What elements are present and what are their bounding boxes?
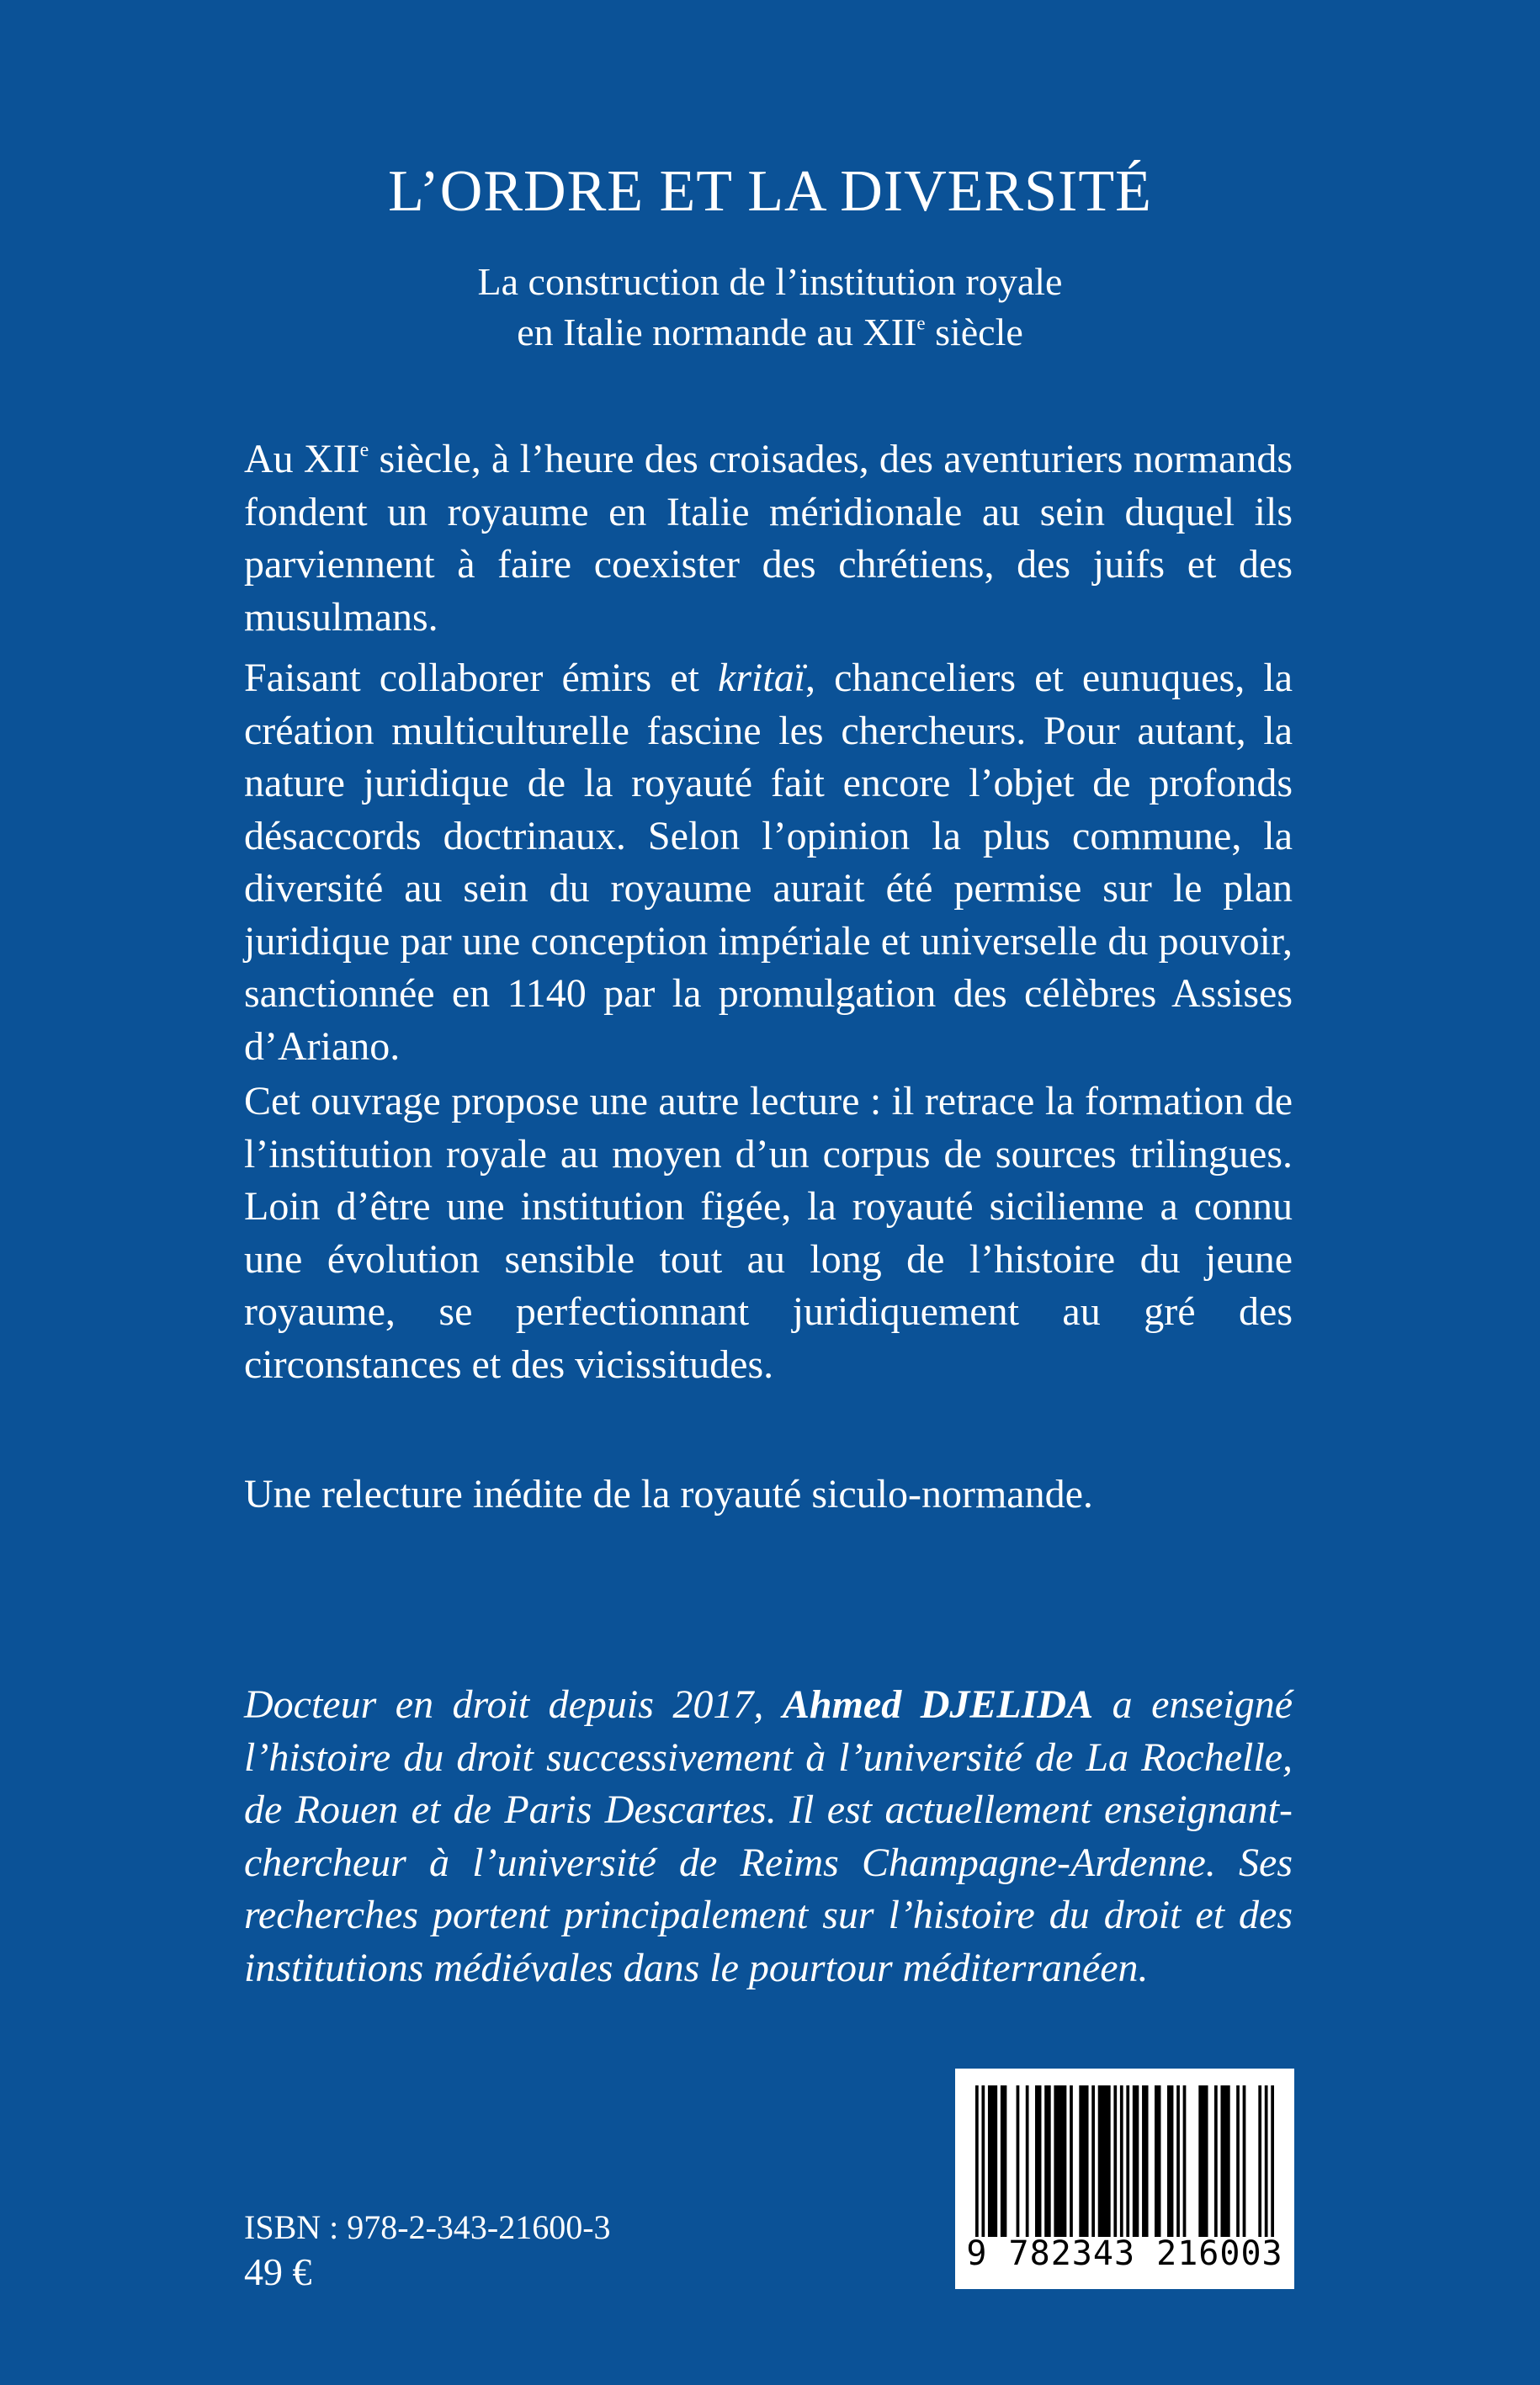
barcode-bar-23 (1214, 2085, 1218, 2237)
paragraph-2-start: Faisant collaborer émirs et (244, 656, 719, 700)
barcode-bar-28 (1265, 2085, 1268, 2237)
barcode-bar-2 (988, 2085, 997, 2237)
price: 49 € (244, 2250, 312, 2293)
author-bio-start: Docteur en droit depuis 2017, (244, 1682, 783, 1727)
barcode-digits: 9 782343 216003 (966, 2234, 1283, 2273)
barcode-bar-17 (1142, 2085, 1148, 2237)
paragraph-1 (244, 433, 1293, 644)
barcode-bar-19 (1167, 2085, 1173, 2237)
paragraph-1-rest: siècle, à l’heure des croisades, des aventuriers normands fondent un royaume en Italie méridionale au sein duquel ils parviennent à faire coexister des chrétiens, des juifs et des musulmans. (244, 437, 1293, 640)
barcode-bar-29 (1271, 2085, 1274, 2237)
barcode-bar-22 (1198, 2085, 1208, 2237)
barcode-bar-20 (1176, 2085, 1180, 2237)
author-bio-rest: a enseigné l’histoire du droit successivement à l’université de La Rochelle, de Rouen et de Paris Descartes. Il est actuellement enseignant-chercheur à l’université de Reims Champagne-Ardenne. Ses recherches portent principalement sur l’histoire du droit et des institutions médiévales dans le pourtour méditerranéen. (244, 1682, 1293, 1990)
paragraph-2 (244, 652, 1293, 1073)
subtitle-line-2 (0, 307, 1540, 358)
barcode-bar-26 (1243, 2085, 1246, 2237)
subtitle-line-1: La construction de l’institution royale (477, 260, 1063, 303)
barcode-bar-3 (1001, 2085, 1006, 2237)
subtitle-line-2-start: en Italie normande au XII (517, 311, 917, 353)
barcode-bar-5 (1026, 2085, 1029, 2237)
barcode-bar-14 (1120, 2085, 1123, 2237)
barcode-bar-1 (981, 2085, 985, 2237)
paragraph-3-text: Cet ouvrage propose une autre lecture : il retrace la formation de l’institution royale au moyen d’un corpus de sources trilingues. Loin d’être une institution figée, la royauté sicilienne a connu une évolution sensible tout au long de l’histoire du jeune royaume, se perfectionnant juridiquement au gré des circonstances et des vicissitudes. (244, 1079, 1293, 1387)
barcode-bar-7 (1044, 2085, 1050, 2237)
barcode-bar-12 (1098, 2085, 1111, 2237)
paragraph-2-rest: , chanceliers et eunuques, la création multiculturelle fascine les chercheurs. Pour autant, la nature juridique de la royauté fait encore l’objet de profonds désaccords doctrinaux. Selon l’opinion la plus commune, la diversité au sein du royaume aurait été permise sur le plan juridique par une conception impériale et universelle du pouvoir, sanctionnée en 1140 par la promulgation des célèbres Assises d’Ariano. (244, 656, 1293, 1069)
barcode-bar-11 (1091, 2085, 1095, 2237)
isbn: ISBN : 978-2-343-21600-3 (244, 2208, 611, 2246)
paragraph-1-superscript: e (359, 438, 369, 461)
subtitle-superscript: e (916, 312, 926, 334)
barcode-bar-4 (1017, 2085, 1020, 2237)
barcode-bar-15 (1126, 2085, 1129, 2237)
barcode-bar-16 (1133, 2085, 1139, 2237)
barcode-bar-25 (1236, 2085, 1240, 2237)
barcode-bars (975, 2085, 1274, 2237)
barcode-bar-27 (1258, 2085, 1261, 2237)
barcode-bar-24 (1220, 2085, 1229, 2237)
paragraph-1-start: Au XII (244, 437, 360, 481)
barcode-bar-18 (1155, 2085, 1160, 2237)
paragraph-2-italic-term: kritaï (718, 656, 806, 700)
book-title: L’ORDRE ET LA DIVERSITÉ (388, 159, 1152, 224)
barcode-bar-0 (975, 2085, 979, 2237)
barcode-bar-9 (1070, 2085, 1073, 2237)
tagline: Une relecture inédite de la royauté siculo-normande. (244, 1472, 1093, 1517)
subtitle-line-2-end: siècle (925, 311, 1023, 353)
barcode-bar-6 (1035, 2085, 1041, 2237)
paragraph-3 (244, 1076, 1293, 1391)
barcode-bar-8 (1054, 2085, 1066, 2237)
barcode (955, 2069, 1294, 2289)
author-name: Ahmed DJELIDA (782, 1682, 1094, 1727)
author-bio (244, 1679, 1293, 1995)
book-subtitle (0, 257, 1540, 358)
barcode-bar-13 (1113, 2085, 1117, 2237)
barcode-bar-21 (1183, 2085, 1187, 2237)
barcode-bar-10 (1079, 2085, 1088, 2237)
